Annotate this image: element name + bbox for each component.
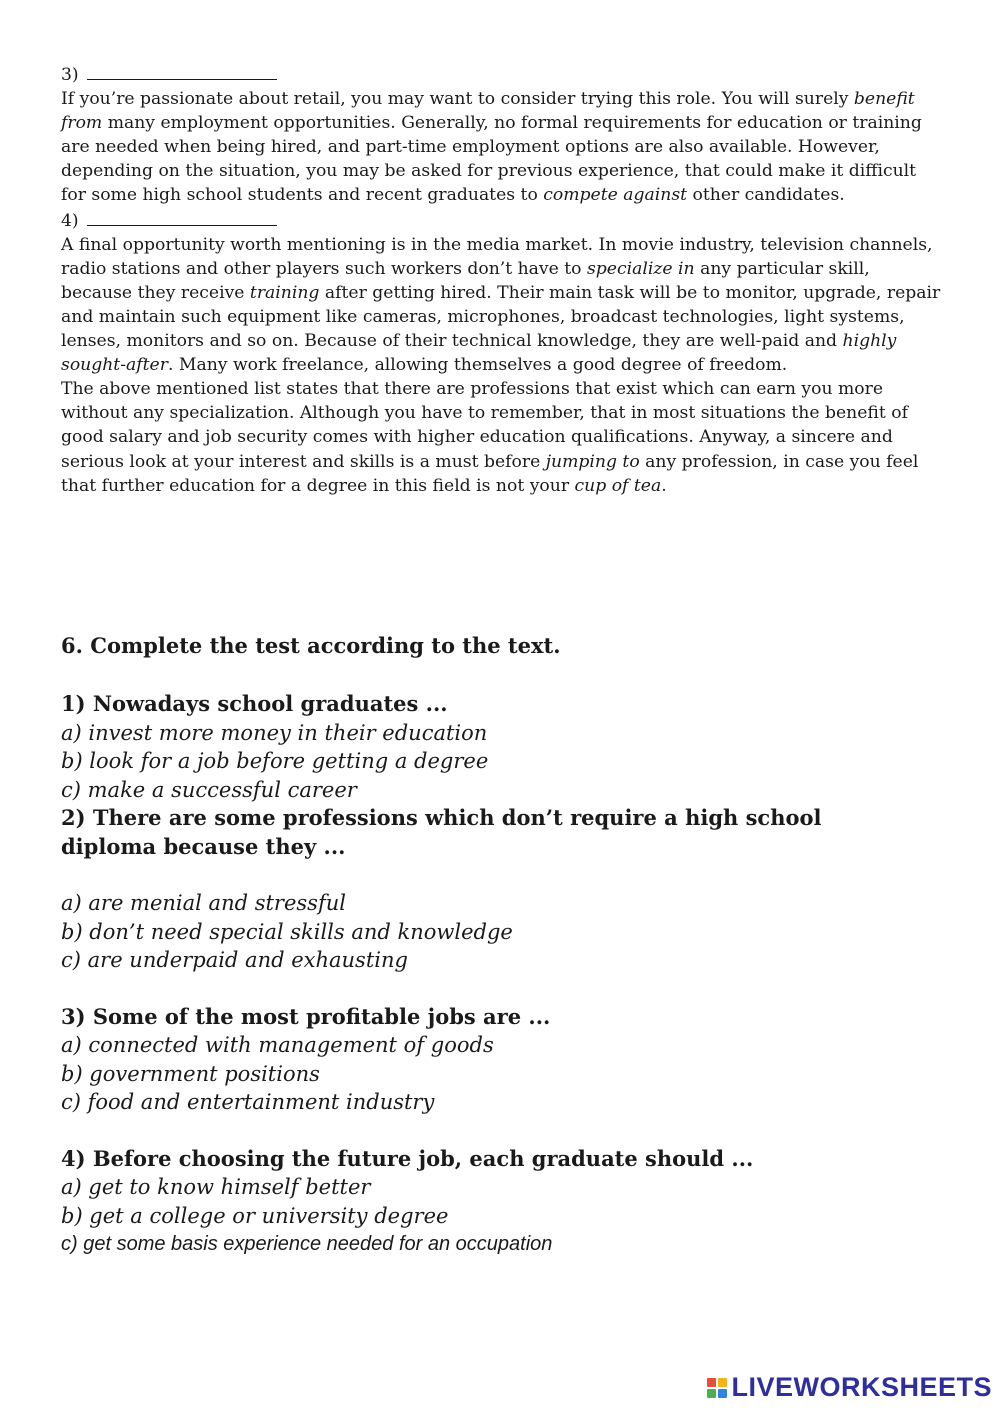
exercise-title: 6. Complete the test according to the text. bbox=[61, 633, 561, 658]
section-3-answer-blank[interactable] bbox=[87, 62, 277, 80]
option-4c[interactable]: c) get some basis experience needed for an occupation bbox=[61, 1233, 553, 1255]
option-3c[interactable]: c) food and entertainment industry bbox=[61, 1090, 435, 1114]
section-3-paragraph: If you’re passionate about retail, you may want to consider trying this role. You will surely benefit from many employment opportunities. Generally, no formal requirements for education or training are needed when being hired, and part-time employment options are also available. However, depending on the situation, you may be asked for previous experience, that could make it difficult for some high school students and recent graduates to compete against other candidates. bbox=[61, 89, 922, 206]
spacer bbox=[61, 1117, 961, 1145]
brand-name: LIVEWORKSHEETS bbox=[731, 1372, 992, 1402]
liveworksheets-logo bbox=[707, 1372, 992, 1403]
option-1b[interactable]: b) look for a job before getting a degree bbox=[61, 749, 489, 773]
section-4-heading bbox=[61, 208, 941, 233]
mark-square-green bbox=[707, 1389, 716, 1398]
question-text: 1) Nowadays school graduates ... bbox=[61, 691, 448, 716]
mark-square-blue bbox=[718, 1389, 727, 1398]
question-text: 3) Some of the most profitable jobs are ... bbox=[61, 1003, 551, 1029]
liveworksheets-mark-icon bbox=[707, 1378, 727, 1398]
conclusion-paragraph: The above mentioned list states that there are professions that exist which can earn you more without any specialization. Although you have to remember, that in most situations the benefit of good salary and job security comes with higher education qualifications. Anyway, a sincere and serious look at your interest and skills is a must before jumping to any profession, in case you feel that further education for a degree in this field is not your cup of tea. bbox=[61, 379, 919, 496]
option-2a[interactable]: a) are menial and stressful bbox=[61, 891, 346, 915]
option-1c[interactable]: c) make a successful career bbox=[61, 777, 357, 802]
option-3b[interactable]: b) government positions bbox=[61, 1061, 320, 1086]
section-4-number: 4) bbox=[61, 210, 79, 231]
question-3 bbox=[61, 1003, 961, 1117]
section-4-answer-blank[interactable] bbox=[87, 208, 277, 226]
quiz bbox=[61, 690, 961, 1258]
option-2c[interactable]: c) are underpaid and exhausting bbox=[61, 948, 408, 972]
option-2b[interactable]: b) don’t need special skills and knowledge bbox=[61, 919, 513, 944]
question-4 bbox=[61, 1145, 961, 1259]
phrase-cup-of-tea: cup of tea bbox=[574, 475, 662, 496]
phrase-benefit-from: benefit from bbox=[61, 89, 915, 134]
reading-text bbox=[61, 62, 941, 498]
option-3a[interactable]: a) connected with management of goods bbox=[61, 1033, 494, 1057]
phrase-jumping-to: jumping to bbox=[545, 451, 640, 472]
spacer bbox=[61, 861, 961, 889]
option-4b[interactable]: b) get a college or university degree bbox=[61, 1203, 449, 1228]
phrase-specialize-in: specialize in bbox=[586, 258, 695, 279]
question-text-line-2: diploma because they ... bbox=[61, 833, 346, 859]
phrase-compete-against: compete against bbox=[543, 185, 688, 206]
question-text: 4) Before choosing the future job, each graduate should ... bbox=[61, 1145, 754, 1171]
section-4-paragraph: A final opportunity worth mentioning is in the media market. In movie industry, television channels, radio stations and other players such workers don’t have to specialize in any particular skill, because they receive training after getting hired. Their main task will be to monitor, upgrade, repair and maintain such equipment like cameras, microphones, broadcast technologies, light systems, lenses, monitors and so on. Because of their technical knowledge, they are well-paid and highly sought-after. Many work freelance, allowing themselves a good degree of freedom. bbox=[61, 234, 941, 376]
question-text-line-1: 2) There are some professions which don’t require a high school bbox=[61, 805, 822, 830]
option-1a[interactable]: a) invest more money in their education bbox=[61, 720, 488, 745]
phrase-highly-sought-after: highly sought-after bbox=[61, 331, 897, 376]
section-3-number: 3) bbox=[61, 65, 79, 85]
question-2 bbox=[61, 804, 961, 975]
question-1 bbox=[61, 690, 961, 804]
mark-square-yellow bbox=[718, 1378, 727, 1387]
spacer bbox=[61, 975, 961, 1003]
section-3-heading bbox=[61, 62, 941, 87]
phrase-training: training bbox=[249, 282, 320, 303]
mark-square-red bbox=[707, 1378, 716, 1387]
option-4a[interactable]: a) get to know himself better bbox=[61, 1175, 371, 1199]
